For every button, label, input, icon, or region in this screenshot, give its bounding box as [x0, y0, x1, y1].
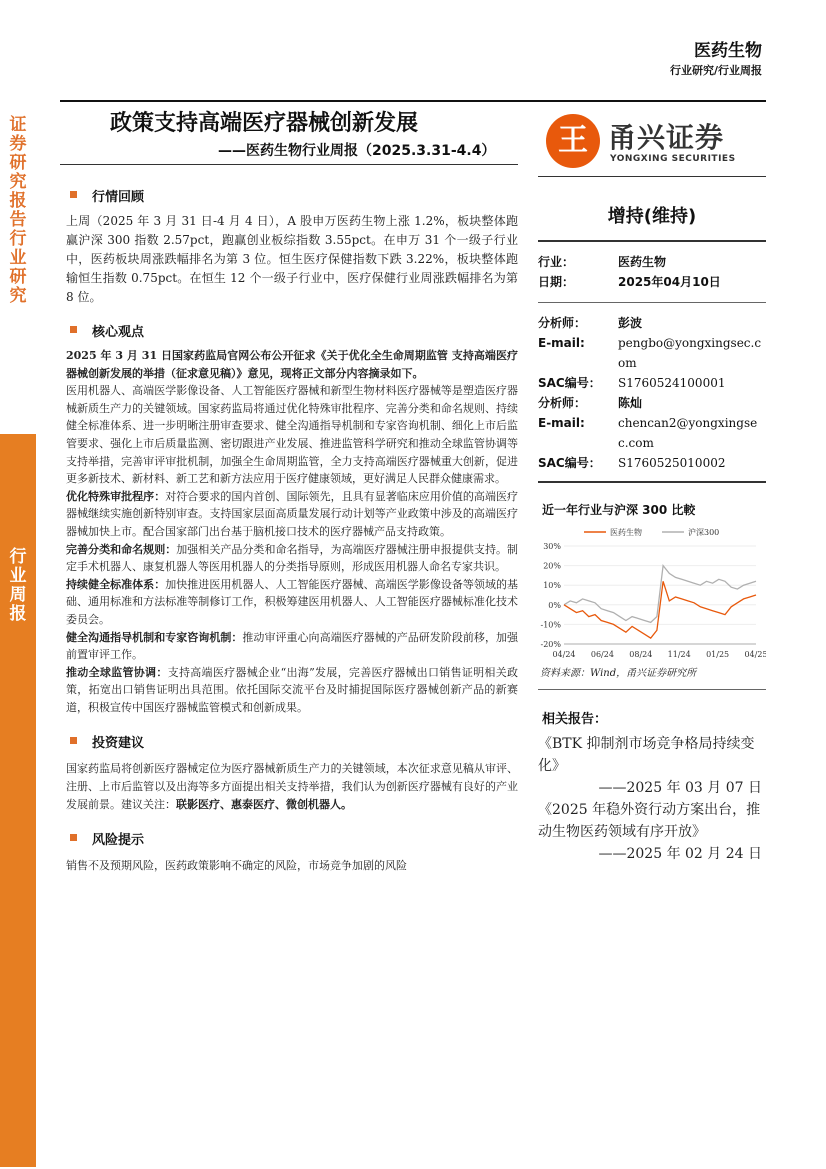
y-tick-label: -20% — [540, 640, 561, 649]
related-report-title[interactable]: 《2025 年稳外资行动方案出台，推动生物医药领域有序开放》 — [538, 802, 761, 840]
core-view-lead: 2025 年 3 月 31 日国家药监局官网公布公开征求《关于优化全生命周期监管 支持高端医疗器械创新发展的举措（征求意见稿）》意见，现将正文部分内容摘录如下。 — [66, 349, 518, 380]
market-review-text: 上周（2025 年 3 月 31 日-4 月 4 日），A 股申万医药生物上涨 1.2%，板块整体跑赢沪深 300 指数 2.57pct，跑赢创业板综指数 3.55pct。在申万 31 个一级子行业中，医药板块周涨跌幅排名为第 3 位。恒生医疗保健指数下跌 3.22%，板块整体跑输恒生指数 0.75pct。在恒生 12 个一级子行业中，医疗保健行业周涨跌幅排名为第 8 位。 — [66, 214, 518, 304]
y-tick-label: -10% — [540, 620, 561, 630]
investment-highlight: 联影医疗、惠泰医疗、微创机器人。 — [176, 797, 352, 811]
header-category: 医药生物 — [694, 41, 762, 61]
analyst-email-link[interactable]: pengbo@yongxingsec.com — [618, 336, 762, 370]
bullet-square-icon — [70, 737, 77, 744]
bullet-square-icon — [70, 834, 77, 841]
company-logo — [546, 114, 766, 170]
section-heading-market-review: 行情回顾 — [66, 184, 518, 208]
chart-divider — [538, 689, 766, 690]
risk-text: 销售不及预期风险，医药政策影响不确定的风险，市场竞争加剧的风险 — [66, 859, 407, 873]
logo-mark-icon: 王 — [546, 114, 600, 168]
related-report-date: ——2025 年 03 月 07 日 — [598, 780, 762, 796]
core-view-item: 优化特殊审批程序：对符合要求的国内首创、国际领先，且具有显著临床应用价值的高端医疗器械继续实施创新特别审查。支持国家层面高质量发展行动计划等产业政策中涉及的高端医疗器械加快上市。配合国家部门出台基于脑机接口技术的医疗器械产品支持政策。 — [66, 489, 519, 538]
report-subtitle: ——医药生物行业周报（2025.3.31-4.4） — [218, 143, 496, 159]
related-reports-heading: 相关报告： — [542, 712, 608, 727]
analyst-email-row: E-mail: pengbo@yongxingsec.com — [538, 333, 766, 373]
logo-divider — [538, 176, 766, 177]
y-tick-label: 30% — [543, 542, 561, 551]
analyst-email-row: E-mail: chencan2@yongxingsec.com — [538, 413, 766, 453]
y-tick-label: 0% — [548, 600, 561, 610]
logo-name-cn: 甬兴证券 — [608, 121, 725, 154]
x-tick-label: 04/25 — [744, 650, 766, 659]
comparison-chart — [538, 524, 766, 664]
main-column — [66, 180, 518, 875]
x-tick-label: 01/25 — [706, 650, 730, 659]
analyst-divider — [538, 481, 766, 483]
core-view-intro: 医用机器人、高端医学影像设备、人工智能医疗器械和新型生物材料医疗器械等是塑造医疗器械新质生产力的关键领域。国家药监局将通过优化特殊审批程序、完善分类和命名规则、持续健全标准体系、进一步明晰注册审查要求、健全沟通指导机制和专家咨询机制、细化上市后监管要求、强化上市后质量监测、密切跟进产业发展、推进监管科学研究和推动全球监管协调等支持举措，完善审评审批机制，加强全生命周期监管，全力支持高端医疗器械重大创新，促进更多新技术、新材料、新工艺和新方法应用于医疗健康领域，更好满足人民群众健康需求。 — [66, 384, 518, 486]
analyst-name-row: 分析师： 陈灿 — [538, 396, 643, 410]
header-subcategory: 行业研究/行业周报 — [669, 64, 762, 77]
bullet-square-icon — [70, 191, 77, 198]
section-heading-core-view: 核心观点 — [66, 319, 518, 343]
x-tick-label: 04/24 — [552, 650, 576, 659]
info-divider — [538, 302, 766, 303]
x-tick-label: 06/24 — [590, 650, 614, 659]
chart-title: 近一年行业与沪深 300 比較 — [542, 503, 696, 517]
chart-source: 资料来源：Wind，甬兴证券研究所 — [540, 668, 697, 679]
header-divider — [60, 100, 766, 102]
section-heading-investment: 投资建议 — [66, 730, 518, 754]
bullet-square-icon — [70, 326, 77, 333]
related-report-date: ——2025 年 02 月 24 日 — [598, 846, 762, 862]
core-view-item: 持续健全标准体系：加快推进医用机器人、人工智能医疗器械、高端医学影像设备等领域的基础、通用标准和方法标准等制修订工作，积极筹建医用机器人、人工智能医疗器械标准化技术委员会。 — [66, 577, 519, 626]
side-column — [538, 180, 766, 865]
legend-label: 沪深300 — [688, 528, 720, 537]
legend-label: 医药生物 — [610, 528, 642, 537]
date-row: 日期： 2025年04月10日 — [538, 275, 721, 289]
side-band-lower — [0, 434, 36, 1167]
section-heading-risk: 风险提示 — [66, 827, 518, 851]
core-view-item: 推动全球监管协调：支持高端医疗器械企业“出海”发展，完善医疗器械出口销售证明相关政策，拓宽出口销售证明出具范围。依托国际交流平台及时捕捉国际医疗器械创新产品的新赛道，积极宣传中国医疗器械监管模式和创新成果。 — [66, 665, 519, 714]
industry-row: 行业： 医药生物 — [538, 255, 667, 269]
investment-text: 国家药监局将创新医疗器械定位为医疗器械新质生产力的关键领域，本次征求意见稿从审评、注册、上市后监管以及出海等多方面提出相关支持举措，我们认为创新医疗器械有良好的产业发展前景。建议关注：联影医疗、惠泰医疗、微创机器人。 — [66, 762, 518, 811]
rating-divider — [538, 240, 766, 242]
analyst-name-row: 分析师： 彭波 — [538, 316, 643, 330]
chart-svg — [538, 524, 766, 664]
core-view-item: 健全沟通指导机制和专家咨询机制：推动审评重心向高端医疗器械的产品研发阶段前移，加强前置审评工作。 — [66, 630, 519, 662]
report-title: 政策支持高端医疗器械创新发展 — [110, 111, 419, 136]
y-tick-label: 10% — [543, 581, 561, 591]
core-view-item: 完善分类和命名规则：加强相关产品分类和命名指导，为高端医疗器械注册申报提供支持。制定手术机器人、康复机器人等医用机器人的分类指导原则，形成医用机器人命名专家共识。 — [66, 542, 518, 574]
x-tick-label: 11/24 — [667, 650, 691, 659]
side-label-report-type: 证券研究报告 行业研究 — [9, 115, 27, 306]
side-label-weekly: 行业周报 — [9, 547, 27, 624]
series-line-hs300 — [564, 566, 756, 623]
analyst-block — [538, 313, 766, 473]
y-tick-label: 20% — [543, 561, 561, 571]
analyst-sac-row: SAC编号： S1760524100001 — [538, 376, 726, 390]
title-divider — [60, 164, 518, 165]
analyst-email-link[interactable]: chencan2@yongxingsec.com — [618, 416, 758, 450]
related-report-title[interactable]: 《BTK 抑制剂市场竞争格局持续变化》 — [538, 736, 755, 774]
x-tick-label: 08/24 — [629, 650, 653, 659]
logo-name-en: YONGXING SECURITIES — [610, 154, 736, 164]
analyst-sac-row: SAC编号： S1760525010002 — [538, 456, 726, 470]
rating: 增持(维持) — [607, 206, 697, 227]
